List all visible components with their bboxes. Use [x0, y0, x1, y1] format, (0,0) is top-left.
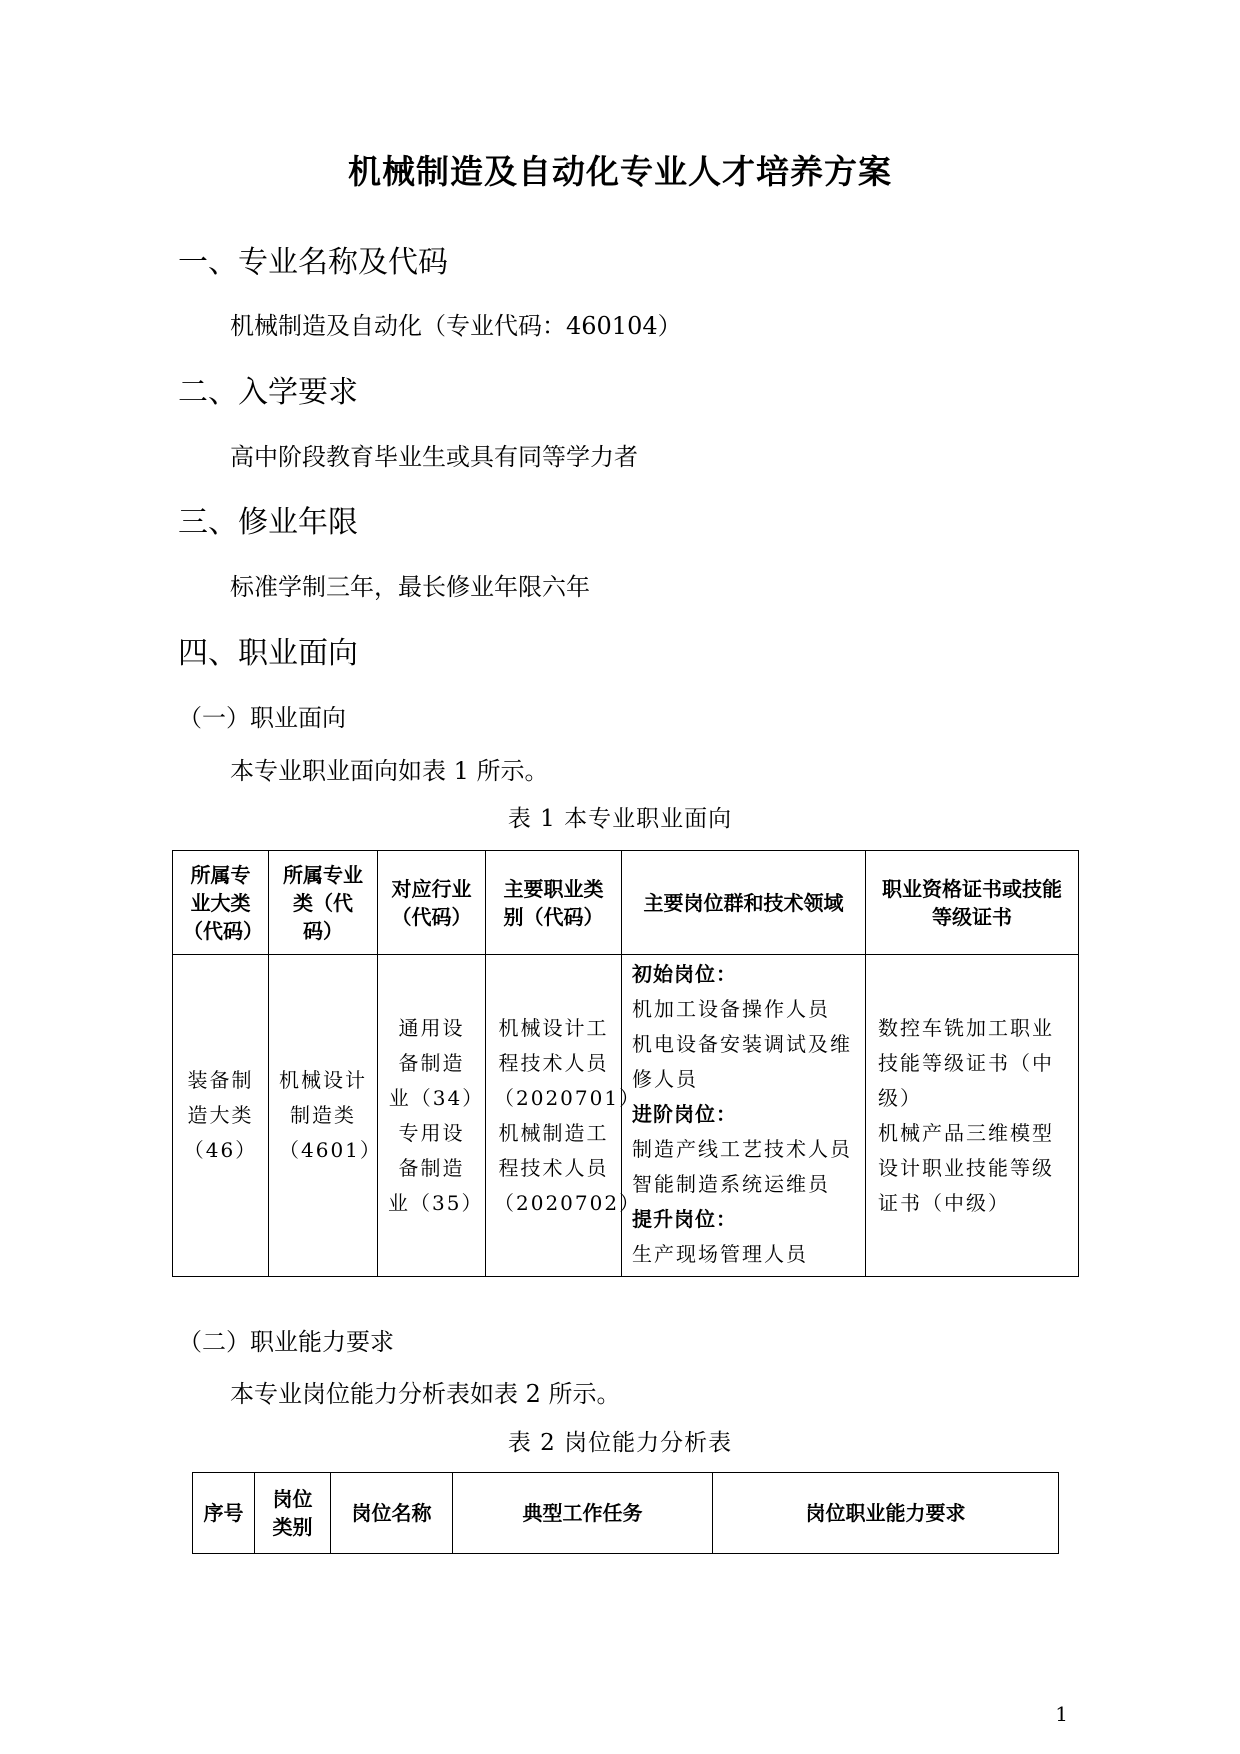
col-header-index: 序号 [193, 1473, 255, 1554]
cell-major-category: 装备制造大类（46） [173, 955, 269, 1277]
duration-text: 标准学制三年，最长修业年限六年 [230, 573, 590, 601]
cell-certificates [866, 955, 1079, 1277]
career-table [172, 850, 1079, 1277]
position-group-initial: 初始岗位： [632, 962, 737, 986]
certificate-item: 机械产品三维模型设计职业技能等级证书（中级） [878, 1120, 1054, 1215]
position-group-advanced: 进阶岗位： [632, 1102, 737, 1126]
col-header-positions: 主要岗位群和技术领域 [622, 851, 866, 955]
admission-text: 高中阶段教育毕业生或具有同等学力者 [230, 443, 638, 471]
col-header-industry: 对应行业（代码） [378, 851, 486, 955]
position-item: 生产现场管理人员 [632, 1242, 808, 1266]
subsection-heading-career: （一）职业面向 [178, 704, 346, 732]
col-header-requirements: 岗位职业能力要求 [713, 1473, 1059, 1554]
section-heading-duration: 三、修业年限 [178, 505, 358, 540]
cell-positions [622, 955, 866, 1277]
ability-table [192, 1472, 1059, 1554]
table1-intro: 本专业职业面向如表 1 所示。 [230, 757, 549, 785]
cell-major-class: 机械设计制造类（4601） [269, 955, 378, 1277]
table1-caption: 表 1 本专业职业面向 [507, 806, 733, 832]
position-item: 机电设备安装调试及维修人员 [632, 1032, 852, 1091]
col-header-major-class: 所属专业类（代码） [269, 851, 378, 955]
certificate-item: 数控车铣加工职业技能等级证书（中级） [878, 1015, 1054, 1110]
position-item: 智能制造系统运维员 [632, 1172, 830, 1196]
page-number: 1 [1055, 1702, 1068, 1726]
table2-intro: 本专业岗位能力分析表如表 2 所示。 [230, 1380, 621, 1408]
position-group-promotion: 提升岗位： [632, 1207, 737, 1231]
col-header-position-name: 岗位名称 [331, 1473, 453, 1554]
position-item: 机加工设备操作人员 [632, 997, 830, 1021]
section-heading-career: 四、职业面向 [178, 636, 358, 671]
section-heading-major-name: 一、专业名称及代码 [178, 245, 448, 280]
table2-caption: 表 2 岗位能力分析表 [507, 1430, 733, 1456]
position-item: 制造产线工艺技术人员 [632, 1137, 852, 1161]
cell-industry: 通用设备制造业（34）专用设备制造业（35） [378, 955, 486, 1277]
section-heading-admission: 二、入学要求 [178, 375, 358, 410]
col-header-category: 岗位类别 [255, 1473, 331, 1554]
col-header-occupation: 主要职业类别（代码） [486, 851, 622, 955]
cell-occupation: 机械设计工程技术人员（2020701）机械制造工程技术人员（2020702） [486, 955, 622, 1277]
col-header-major-category: 所属专业大类（代码） [173, 851, 269, 955]
subsection-heading-ability: （二）职业能力要求 [178, 1328, 394, 1356]
page-title: 机械制造及自动化专业人才培养方案 [348, 152, 892, 191]
col-header-tasks: 典型工作任务 [453, 1473, 713, 1554]
col-header-certificates: 职业资格证书或技能等级证书 [866, 851, 1079, 955]
major-name-text: 机械制造及自动化（专业代码：460104） [230, 312, 682, 340]
